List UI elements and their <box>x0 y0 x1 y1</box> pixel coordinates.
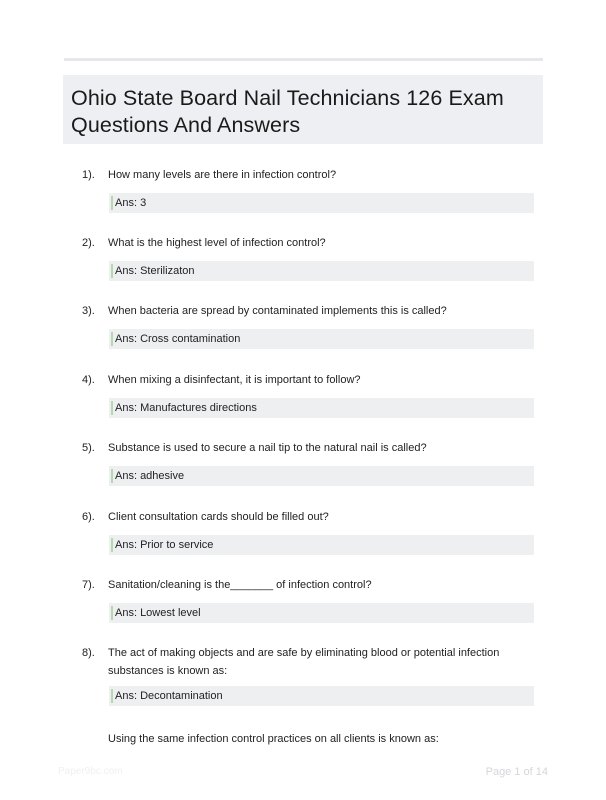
answer-text: Ans: Decontamination <box>115 690 223 702</box>
page-number: Page 1 of 14 <box>485 766 548 778</box>
answer-accent-bar <box>111 264 113 278</box>
answer-text: Ans: Cross contamination <box>115 333 241 345</box>
answer-accent-bar <box>111 469 113 483</box>
question-text: Sanitation/cleaning is the_______ of infection control? <box>108 579 372 591</box>
answer-box <box>109 193 534 213</box>
answer-text: Ans: Sterilizaton <box>115 265 195 277</box>
title-line-1: Ohio State Board Nail Technicians 126 Exam <box>71 86 504 110</box>
answer-accent-bar <box>111 401 113 415</box>
answer-text: Ans: adhesive <box>115 470 185 482</box>
question-text: Client consultation cards should be filled out? <box>108 511 329 523</box>
footer-watermark: Paper9bc.com <box>58 766 123 777</box>
page-title <box>71 85 535 139</box>
question-number: 8). <box>82 647 95 659</box>
answer-text: Ans: Lowest level <box>115 607 201 619</box>
question-text: How many levels are there in infection control? <box>108 169 337 181</box>
title-line-2: Questions And Answers <box>71 113 301 137</box>
answer-box <box>109 466 534 486</box>
answer-accent-bar <box>111 196 113 210</box>
question-number: 5). <box>82 442 95 454</box>
trailing-question-text: Using the same infection control practices on all clients is known as: <box>108 733 439 745</box>
answer-accent-bar <box>111 538 113 552</box>
title-banner <box>63 75 543 144</box>
question-number: 6). <box>82 511 95 523</box>
question-text <box>108 644 528 680</box>
question-text: When bacteria are spread by contaminated implements this is called? <box>108 305 447 317</box>
question-number: 2). <box>82 237 95 249</box>
question-number: 1). <box>82 169 95 181</box>
answer-accent-bar <box>111 606 113 620</box>
question-text-line-1: The act of making objects and are safe by eliminating blood or potential infection <box>108 647 500 659</box>
question-text: Substance is used to secure a nail tip to the natural nail is called? <box>108 442 427 454</box>
question-number: 4). <box>82 374 95 386</box>
answer-text: Ans: 3 <box>115 197 147 209</box>
answer-box <box>109 398 534 418</box>
answer-box <box>109 261 534 281</box>
question-number: 7). <box>82 579 95 591</box>
answer-box <box>109 535 534 555</box>
answer-box <box>109 686 534 706</box>
top-divider <box>64 58 543 61</box>
answer-text: Ans: Manufactures directions <box>115 402 257 414</box>
question-text: When mixing a disinfectant, it is important to follow? <box>108 374 361 386</box>
question-number: 3). <box>82 305 95 317</box>
question-text-line-2: substances is known as: <box>108 665 228 677</box>
question-text: What is the highest level of infection control? <box>108 237 326 249</box>
answer-box <box>109 329 534 349</box>
answer-box <box>109 603 534 623</box>
answer-text: Ans: Prior to service <box>115 539 214 551</box>
answer-accent-bar <box>111 689 113 703</box>
answer-accent-bar <box>111 332 113 346</box>
